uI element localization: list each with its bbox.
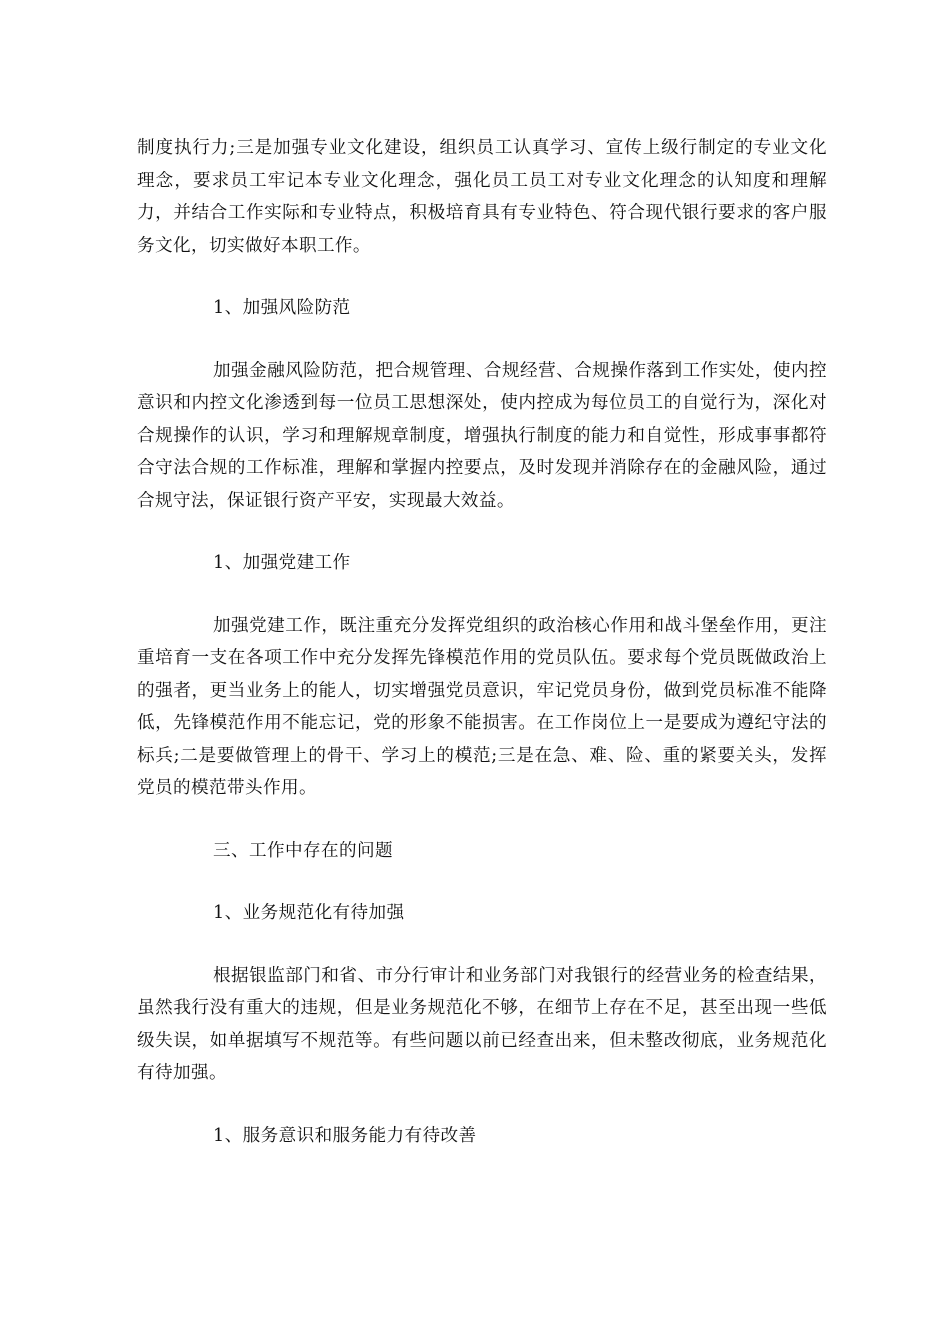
- spacer: [137, 325, 827, 355]
- spacer: [137, 580, 827, 610]
- heading-risk-prevention: 1、加强风险防范: [213, 298, 351, 318]
- paragraph-culture-building: 制度执行力;三是加强专业文化建设，组织员工认真学习、宣传上级行制定的专业文化理念，要求员工牢记本专业文化理念，强化员工员工对专业文化理念的认知度和理解力，并结合工作实际和专业特点，积极培育具有专业特色、符合现代银行要求的客户服务文化，切实做好本职工作。: [137, 138, 827, 256]
- spacer: [137, 262, 827, 292]
- spacer: [137, 867, 827, 897]
- paragraph-business-standardization: 根据银监部门和省、市分行审计和业务部门对我银行的经营业务的检查结果，虽然我行没有重大的违规，但是业务规范化不够，在细节上存在不足，甚至出现一些低级失误，如单据填写不规范等。有些问题以前已经查出来，但未整改彻底，业务规范化有待加强。: [137, 965, 827, 1083]
- paragraph-risk-prevention: 加强金融风险防范，把合规管理、合规经营、合规操作落到工作实处，使内控意识和内控文化渗透到每一位员工思想深处，使内控成为每位员工的自觉行为，深化对合规操作的认识，学习和理解规章制度，增强执行制度的能力和自觉性，形成事事都符合守法合规的工作标准，理解和掌握内控要点，及时发现并消除存在的金融风险，通过合规守法，保证银行资产平安，实现最大效益。: [137, 360, 827, 511]
- paragraph-party-building: 加强党建工作，既注重充分发挥党组织的政治核心作用和战斗堡垒作用，更注重培育一支在各项工作中充分发挥先锋模范作用的党员队伍。要求每个党员既做政治上的强者，更当业务上的能人，切实增强党员意识，牢记党员身份，做到党员标准不能降低，先锋模范作用不能忘记，党的形象不能损害。在工作岗位上一是要成为遵纪守法的标兵;二是要做管理上的骨干、学习上的模范;三是在急、难、险、重的紧要关头，发挥党员的模范带头作用。: [137, 615, 827, 798]
- spacer: [137, 930, 827, 960]
- spacer: [137, 517, 827, 547]
- heading-business-standardization: 1、业务规范化有待加强: [213, 903, 405, 923]
- document-body: [137, 132, 827, 1152]
- heading-party-building: 1、加强党建工作: [213, 553, 351, 573]
- spacer: [137, 1090, 827, 1120]
- heading-existing-problems: 三、工作中存在的问题: [213, 840, 393, 861]
- heading-service-awareness: 1、服务意识和服务能力有待改善: [213, 1125, 477, 1146]
- spacer: [137, 805, 827, 835]
